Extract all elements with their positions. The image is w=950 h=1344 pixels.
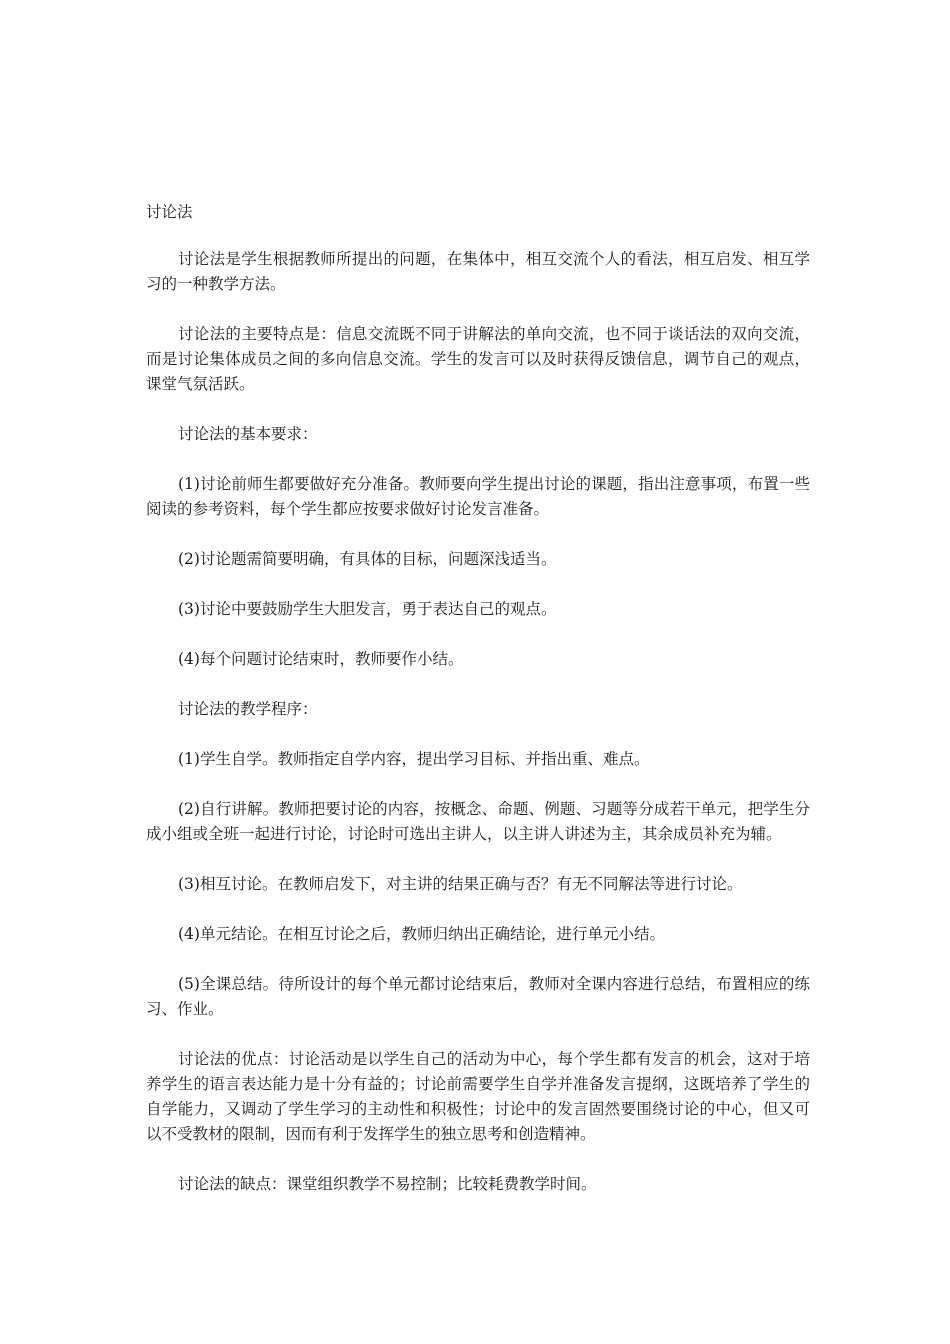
paragraph-characteristics: 讨论法的主要特点是：信息交流既不同于讲解法的单向交流，也不同于谈话法的双向交流，而是讨论集体成员之间的多向信息交流。学生的发言可以及时获得反馈信息，调节自己的观点，课堂气氛活跃。 [146, 325, 810, 393]
procedure-item-4: (4)单元结论。在相互讨论之后，教师归纳出正确结论，进行单元小结。 [178, 925, 665, 943]
heading-basic-requirements: 讨论法的基本要求： [178, 425, 318, 443]
procedure-item-5: (5)全课总结。待所设计的每个单元都讨论结束后，教师对全课内容进行总结，布置相应的练习、作业。 [146, 975, 810, 1018]
requirement-item-3: (3)讨论中要鼓励学生大胆发言，勇于表达自己的观点。 [178, 600, 557, 618]
paragraph-definition: 讨论法是学生根据教师所提出的问题，在集体中，相互交流个人的看法，相互启发、相互学习的一种教学方法。 [146, 250, 810, 293]
requirement-item-2: (2)讨论题需简要明确，有具体的目标，问题深浅适当。 [178, 550, 557, 568]
procedure-item-2: (2)自行讲解。教师把要讨论的内容，按概念、命题、例题、习题等分成若干单元，把学生分成小组或全班一起进行讨论，讨论时可选出主讲人，以主讲人讲述为主，其余成员补充为辅。 [146, 800, 810, 843]
requirement-item-4: (4)每个问题讨论结束时，教师要作小结。 [178, 650, 464, 668]
procedure-item-3: (3)相互讨论。在教师启发下，对主讲的结果正确与否？有无不同解法等进行讨论。 [178, 875, 743, 893]
heading-teaching-procedure: 讨论法的教学程序： [178, 700, 318, 718]
paragraph-disadvantages: 讨论法的缺点：课堂组织教学不易控制；比较耗费教学时间。 [178, 1175, 597, 1193]
document-title: 讨论法 [146, 203, 193, 221]
requirement-item-1: (1)讨论前师生都要做好充分准备。教师要向学生提出讨论的课题，指出注意事项，布置一些阅读的参考资料，每个学生都应按要求做好讨论发言准备。 [146, 475, 810, 518]
document-body [146, 197, 810, 1222]
procedure-item-1: (1)学生自学。教师指定自学内容，提出学习目标、并指出重、难点。 [178, 750, 650, 768]
paragraph-advantages: 讨论法的优点：讨论活动是以学生自己的活动为中心，每个学生都有发言的机会，这对于培养学生的语言表达能力是十分有益的；讨论前需要学生自学并准备发言提纲，这既培养了学生的自学能力，又调动了学生学习的主动性和积极性；讨论中的发言固然要围绕讨论的中心，但又可以不受教材的限制，因而有利于发挥学生的独立思考和创造精神。 [146, 1050, 810, 1143]
